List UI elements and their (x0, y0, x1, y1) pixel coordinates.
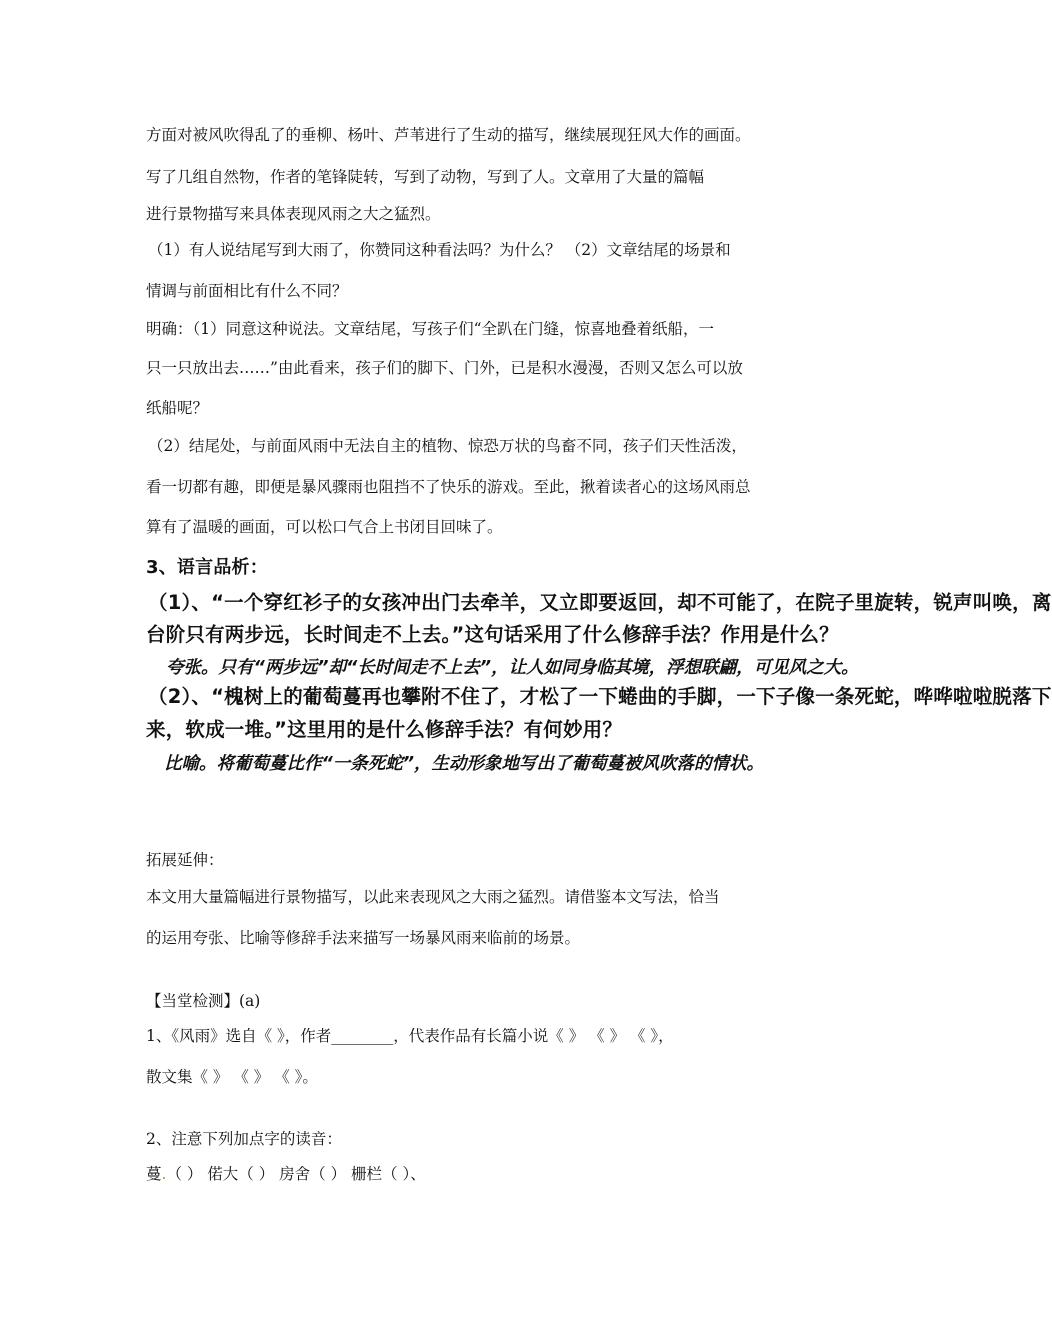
answer1-line2: 只一只放出去……”由此看来，孩子们的脚下、门外，已是积水漫漫，否则又怎么可以放 (146, 359, 743, 377)
test-q1-line2: 散文集《 》 《 》 《 》。 (146, 1068, 318, 1086)
analysis-q1-line1: （1）、“一个穿红衫子的女孩冲出门去牵羊，又立即要返回，却不可能了，在院子里旋转，锐声叫唤，离 (148, 591, 1052, 614)
answer2-line2: 看一切都有趣，即便是暴风骤雨也阻挡不了快乐的游戏。至此，揪着读者心的这场风雨总 (146, 478, 751, 496)
test-q2: 2、注意下列加点字的读音： (146, 1130, 342, 1148)
answer2-line3: 算有了温暖的画面，可以松口气合上书闭目回味了。 (146, 518, 503, 536)
question-line2: 情调与前面相比有什么不同？ (146, 282, 348, 300)
paragraph1-line1: 方面对被风吹得乱了的垂柳、杨叶、芦苇进行了生动的描写，继续展现狂风大作的画面。 (146, 126, 751, 144)
test-q2-items (146, 1167, 426, 1183)
pronunciation-items: （ ） 偌大（ ） 房舍（ ） 栅栏（ ）、 (166, 1165, 426, 1183)
analysis-a2: 比喻。将葡萄蔓比作“一条死蛇”，生动形象地写出了葡萄蔓被风吹落的情状。 (164, 754, 765, 774)
test-q1-line1: 1、《风雨》选自《 》，作者________，代表作品有长篇小说《 》 《 》 《 》， (146, 1027, 674, 1045)
analysis-q2-line2: 来，软成一堆。”这里用的是什么修辞手法？有何妙用？ (146, 718, 623, 741)
answer1-line3: 纸船呢？ (146, 399, 209, 417)
extension-line2: 的运用夸张、比喻等修辞手法来描写一场暴风雨来临前的场景。 (146, 929, 581, 947)
paragraph1-line3: 进行景物描写来具体表现风雨之大之猛烈。 (146, 205, 441, 223)
answer2-line1: （2）结尾处，与前面风雨中无法自主的植物、惊恐万状的鸟畜不同，孩子们天性活泼， (148, 437, 747, 455)
question-line1: （1）有人说结尾写到大雨了，你赞同这种看法吗？为什么？ （2）文章结尾的场景和 (148, 241, 731, 259)
emphasis-dot-icon: . (161, 1165, 167, 1183)
language-analysis-heading: 3、语言品析： (146, 557, 268, 578)
emphasized-char: 蔓 (146, 1165, 162, 1183)
extension-heading: 拓展延伸： (146, 851, 224, 869)
analysis-q2-line1: （2）、“槐树上的葡萄蔓再也攀附不住了，才松了一下蜷曲的手脚，一下子像一条死蛇，哗哗啦啦脱落下 (148, 685, 1052, 708)
paragraph1-line2: 写了几组自然物，作者的笔锋陡转，写到了动物，写到了人。文章用了大量的篇幅 (146, 168, 705, 186)
analysis-q1-line2: 台阶只有两步远，长时间走不上去。”这句话采用了什么修辞手法？作用是什么？ (146, 623, 839, 646)
extension-line1: 本文用大量篇幅进行景物描写，以此来表现风之大雨之猛烈。请借鉴本文写法，恰当 (146, 888, 720, 906)
test-heading: 【当堂检测】(a) (146, 992, 261, 1010)
answer1-line1: 明确：（1）同意这种说法。文章结尾，写孩子们“全趴在门缝，惊喜地叠着纸船，一 (146, 320, 715, 338)
analysis-a1: 夸张。只有“两步远”却“长时间走不上去”，让人如同身临其境，浮想联翩，可见风之大。 (166, 658, 859, 678)
